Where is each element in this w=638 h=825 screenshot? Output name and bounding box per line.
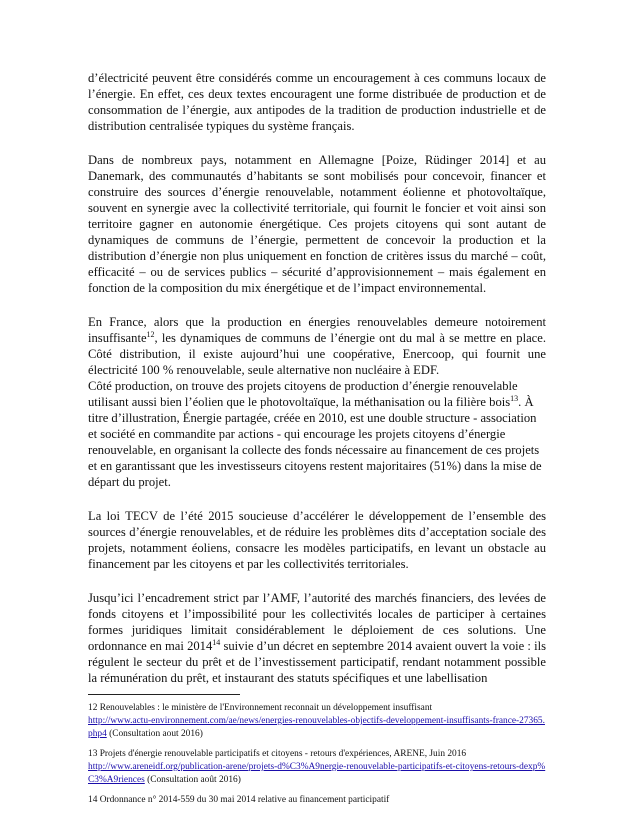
paragraph-4-text-b: . À titre d’illustration, Énergie partagée, créée en 2010, est une double structure - association et société en commandite par actions - qui encourage les projets citoyens d’énergie renouvelable, en organisant la collecte des fonds nécessaire au financement de ces projets et en garantissant que les investisseurs citoyens restent majoritaires (51%) dans la mise de départ du projet.	[88, 395, 542, 489]
footnote-12	[88, 702, 546, 741]
paragraph-2: Dans de nombreux pays, notamment en Allemagne [Poize, Rüdinger 2014] et au Danemark, des communautés d’habitants se sont mobilisés pour concevoir, financer et construire des sources d’énergie renouvelable, notamment éolienne et photovoltaïque, souvent en synergie avec la collectivité territoriale, qui fournit le foncier et voit ainsi son territoire gagner en autonomie énergétique. Ces projets citoyens qui sont autant de dynamiques de communs de l’énergie, permettent de concevoir la production et la distribution d’énergie non plus uniquement en fonction de critères issus du marché – coût, efficacité – ou de services publics – sécurité d’approvisionnement – mais également en fonction de la composition du mix énergétique et de l’impact environnemental.	[88, 153, 546, 295]
footnote-12-text: 12 Renouvelables : le ministère de l'Environnement reconnait un développement insuffisant	[88, 703, 433, 713]
footnote-13-link[interactable]: http://www.areneidf.org/publication-arene/projets-d%C3%A9nergie-renouvelable-participatifs-et-citoyens-retours-dexp%C3%A9riences	[88, 762, 546, 785]
footnote-12-link[interactable]: http://www.actu-environnement.com/ae/news/energies-renouvelables-objectifs-developpement-insuffisants-france-27365.php4	[88, 716, 545, 739]
footnote-separator	[88, 694, 240, 695]
footnote-12-consultation: (Consultation aout 2016)	[106, 729, 203, 739]
footnote-ref-13[interactable]: 13	[510, 393, 519, 403]
document-page	[88, 70, 546, 814]
paragraph-6-text-b: suivie d’un décret en septembre 2014 avaient ouvert la voie : ils régulent le secteur du prêt et de l’investissement participatif, rendant notamment possible la rémunération du prêt, et instaurant des statuts spécifiques et une labellisation	[88, 639, 546, 685]
paragraph-4	[88, 378, 546, 490]
paragraph-3-text-a: En France, alors que la production en énergies renouvelables demeure notoirement insuffisante	[88, 315, 546, 345]
paragraph-5: La loi TECV de l’été 2015 soucieuse d’accélérer le développement de l’ensemble des sources d’énergie renouvelables, et de réduire les problèmes dits d’acceptation sociale des projets, notamment éoliens, consacre les modèles participatifs, en levant un obstacle au financement par les citoyens et par les collectivités territoriales.	[88, 509, 546, 571]
footnote-13-text: 13 Projets d'énergie renouvelable participatifs et citoyens - retours d'expériences, ARENE, Juin 2016	[88, 749, 467, 759]
footnote-ref-14[interactable]: 14	[212, 637, 221, 647]
paragraph-6	[88, 590, 546, 686]
paragraph-1: d’électricité peuvent être considérés comme un encouragement à ces communs locaux de l’énergie. En effet, ces deux textes encouragent une forme distribuée de production et de consommation de l’énergie, aux antipodes de la tradition de production industrielle et de distribution centralisée typiques du système français.	[88, 71, 546, 133]
footnote-ref-12[interactable]: 12	[146, 329, 155, 339]
paragraph-3-text-b: , les dynamiques de communs de l’énergie ont du mal à se mettre en place. Côté distribution, il existe aujourd’hui une coopérative, Enercoop, qui fournit une électricité 100 % renouvelable, seule alternative non nucléaire à EDF.	[88, 331, 546, 377]
footnote-14: 14 Ordonnance n° 2014-559 du 30 mai 2014 relative au financement participatif	[88, 795, 390, 805]
footnote-13-consultation: (Consultation août 2016)	[144, 775, 241, 785]
paragraph-3	[88, 314, 546, 378]
paragraph-6-text-a: Jusqu’ici l’encadrement strict par l’AMF, l’autorité des marchés financiers, des levées de fonds citoyens et l’impossibilité pour les collectivités locales de participer à certaines formes juridiques limitait considérablement le déploiement de ces solutions. Une ordonnance en mai 2014	[88, 591, 546, 653]
footnote-13	[88, 748, 546, 787]
paragraph-4-text-a: Côté production, on trouve des projets citoyens de production d’énergie renouvelable utilisant aussi bien l’éolien que le photovoltaïque, la méthanisation ou la filière bois	[88, 379, 518, 409]
